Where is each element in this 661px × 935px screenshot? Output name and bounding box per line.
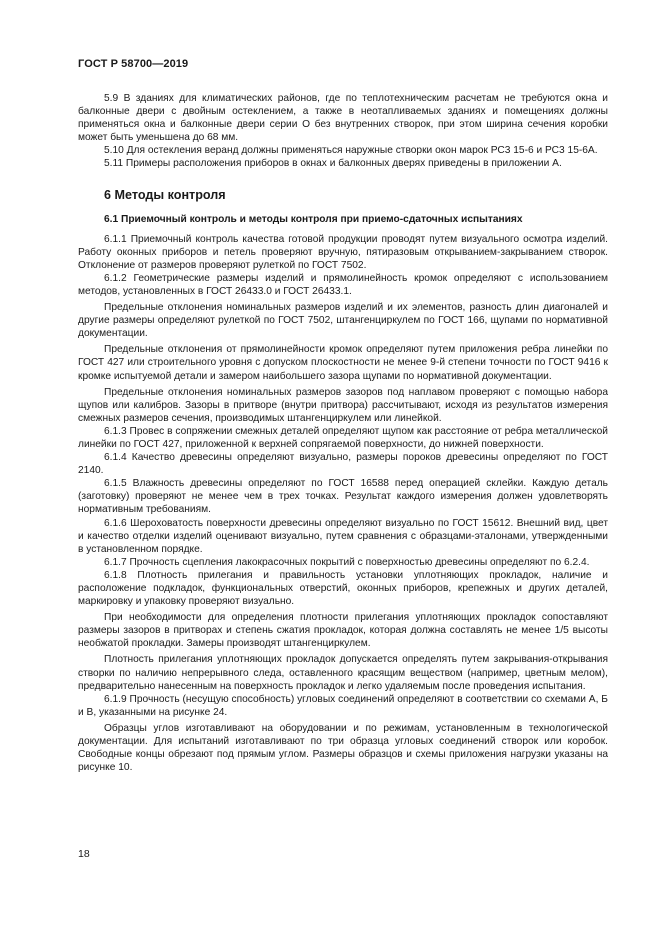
paragraph-seal-density-method: Плотность прилегания уплотняющих прокладок допускается определять путем закрывания-открывания створки по наличию непрерывного следа, оставленного красящим веществом (например, цветным мелом), предварительно нанесенным на поверхность прокладок и легко удаляемым после проведения испытания. bbox=[78, 654, 608, 692]
section-6-heading: 6 Методы контроля bbox=[104, 187, 226, 202]
paragraph-seal-density: При необходимости для определения плотности прилегания уплотняющих прокладок сопоставляют размеры зазоров в притворах и степень сжатия прокладок, которая должна составлять не менее 1/5 высоты необжатой прокладки. Замеры производят штангенциркулем. bbox=[78, 612, 608, 650]
paragraph-6-1-8: 6.1.8 Плотность прилегания и правильность установки уплотняющих прокладок, наличие и расположение подкладок, функциональных отверстий, оконных приборов, крепежных и других деталей, маркировку и упаковку проверяют визуально. bbox=[78, 569, 608, 608]
paragraph-6-1-3: 6.1.3 Провес в сопряжении смежных деталей определяют щупом как расстояние от ребра металлической линейки по ГОСТ 427, приложенной к верхней сопрягаемой поверхности, до нижней поверхности. bbox=[78, 425, 608, 450]
paragraph-6-1-7: 6.1.7 Прочность сцепления лакокрасочных покрытий с поверхностью древесины определяют по 6.2.4. bbox=[104, 556, 590, 568]
page-number: 18 bbox=[78, 848, 90, 860]
paragraph-6-1-5: 6.1.5 Влажность древесины определяют по ГОСТ 16588 перед операцией склейки. Каждую деталь (заготовку) проверяют не менее чем в трех точках. Результат каждого измерения должен удовлетворять нормативным требованиям. bbox=[78, 478, 608, 516]
paragraph-5-11: 5.11 Примеры расположения приборов в окнах и балконных дверях приведены в приложении А. bbox=[104, 158, 562, 170]
paragraph-5-9: 5.9 В зданиях для климатических районов, где по теплотехническим расчетам не требуются окна и балконные двери с двойным остеклением, а также в неотапливаемых зданиях и помещениях должны применяться окна и балконные двери серии О без внутренних створок, при этом ширина сечения коробки может быть уменьшена до 68 мм. bbox=[78, 93, 608, 144]
paragraph-6-1-6: 6.1.6 Шероховатость поверхности древесины определяют визуально по ГОСТ 15612. Внешний вид, цвет и качество отделки изделий оценивают визуально, путем сравнения с образцами-эталонами, утвержденными в установленном порядке. bbox=[78, 517, 608, 555]
paragraph-5-10: 5.10 Для остекления веранд должны применяться наружные створки окон марок РС3 15-6 и РС3 15-6А. bbox=[104, 145, 598, 157]
paragraph-dimension-deviations: Предельные отклонения номинальных размеров изделий и их элементов, разность длин диагоналей и другие размеры определяют рулеткой по ГОСТ 7502, штангенциркулем по ГОСТ 166, щупами по нормативной документации. bbox=[78, 302, 608, 340]
paragraph-6-1-9: 6.1.9 Прочность (несущую способность) угловых соединений определяют в соответствии со схемами А, Б и В, указанными на рисунке 24. bbox=[78, 693, 608, 718]
paragraph-6-1-1: 6.1.1 Приемочный контроль качества готовой продукции проводят путем визуального осмотра изделий. Работу оконных приборов и петель проверяют вручную, пятиразовым открыванием-закрыванием створок. Отклонение от размеров проверяют рулеткой по ГОСТ 7502. bbox=[78, 233, 608, 271]
subsection-6-1-heading: 6.1 Приемочный контроль и методы контроля при приемо-сдаточных испытаниях bbox=[104, 213, 523, 225]
standard-header: ГОСТ Р 58700—2019 bbox=[78, 58, 189, 70]
document-body bbox=[78, 92, 608, 774]
paragraph-corner-samples: Образцы углов изготавливают на оборудовании и по режимам, установленным в технологической документации. Для испытаний изготавливают по три образца угловых соединений створок или коробок. Свободные концы обрезают под прямым углом. Размеры образцов и схемы приложения нагрузки указаны на рисунке 10. bbox=[78, 722, 608, 774]
paragraph-straightness-deviations: Предельные отклонения от прямолинейности кромок определяют путем приложения ребра линейки по ГОСТ 427 или строительного уровня с допуском плоскостности не менее 9-й степени точности по ГОСТ 9416 к кромке испытуемой детали и замером наибольшего зазора щупами по нормативной документации. bbox=[78, 344, 608, 382]
paragraph-6-1-4: 6.1.4 Качество древесины определяют визуально, размеры пороков древесины определяют по ГОСТ 2140. bbox=[78, 452, 608, 477]
paragraph-gap-deviations: Предельные отклонения номинальных размеров зазоров под наплавом проверяют с помощью набора щупов или калибров. Зазоры в притворе (внутри притвора) рассчитывают, исходя из результатов измерения смежных размеров сечения, производимых штангенциркулем или линейкой. bbox=[78, 386, 608, 424]
paragraph-6-1-2: 6.1.2 Геометрические размеры изделий и прямолинейность кромок определяют с использованием методов, установленных в ГОСТ 26433.0 и ГОСТ 26433.1. bbox=[78, 272, 608, 297]
